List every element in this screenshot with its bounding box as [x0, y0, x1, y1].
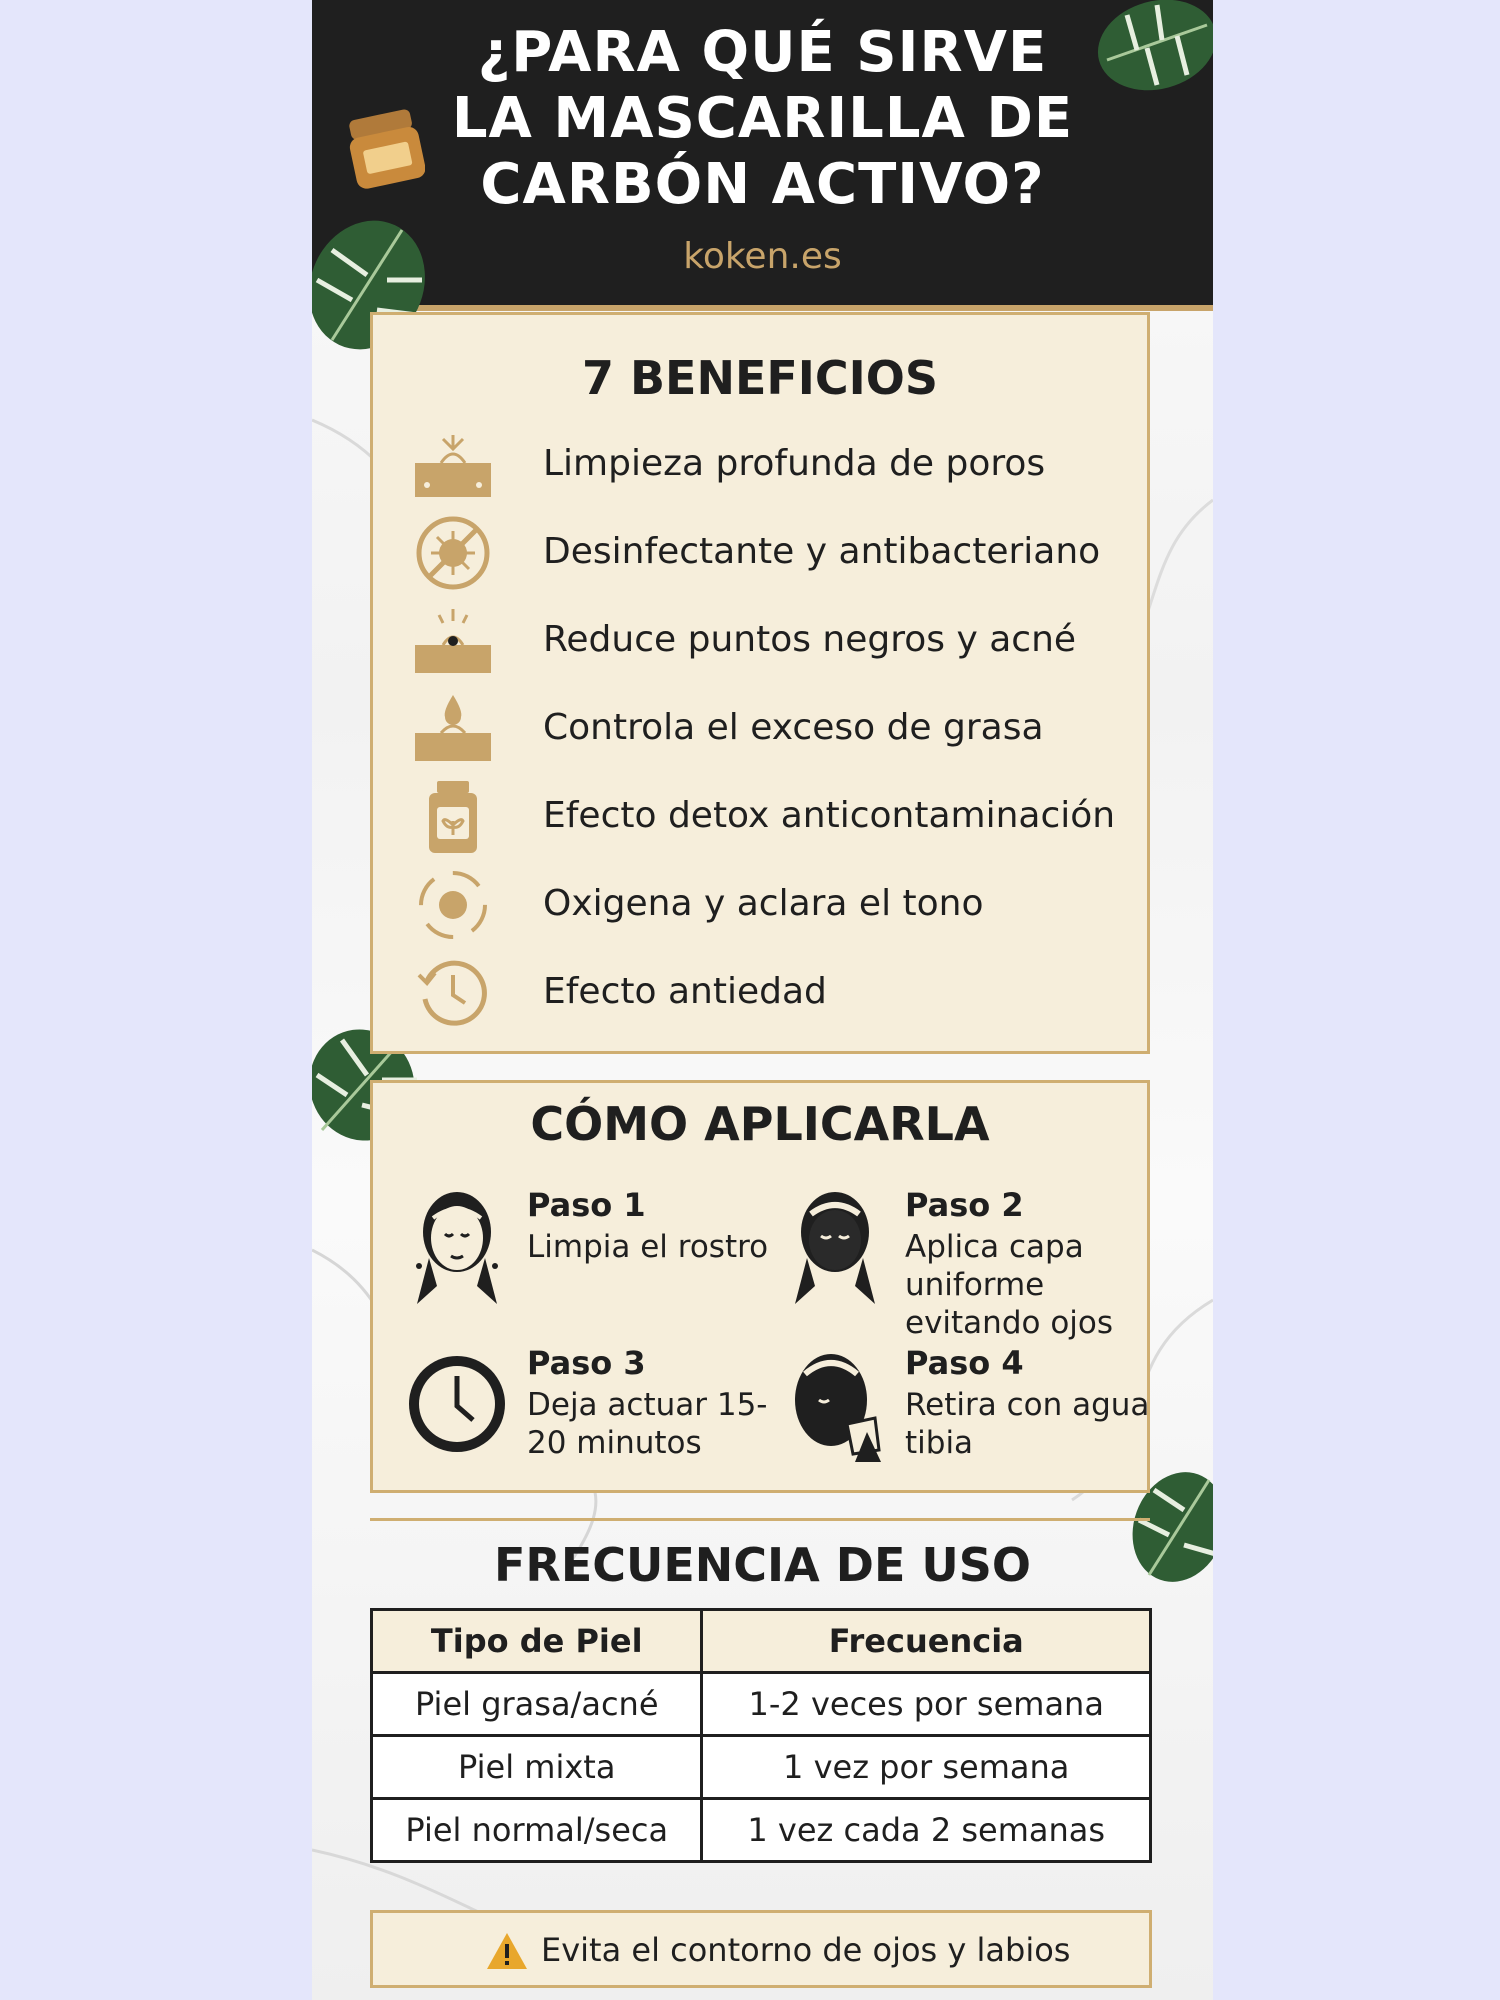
column-header-skin-type: Tipo de Piel: [372, 1610, 702, 1673]
detox-jar-icon: [413, 777, 493, 857]
skin-type-cell: Piel mixta: [372, 1736, 702, 1799]
benefit-item: [413, 953, 1133, 1033]
benefit-label: Controla el exceso de grasa: [543, 707, 1044, 748]
benefit-item: [413, 513, 1133, 593]
step-title: Paso 1: [527, 1186, 646, 1224]
remove-mask-icon: [785, 1344, 885, 1464]
step-4: [785, 1344, 1155, 1494]
benefit-item: [413, 777, 1133, 857]
frequency-cell: 1 vez por semana: [702, 1736, 1151, 1799]
step-3: [407, 1344, 777, 1494]
frequency-table: [370, 1608, 1152, 1863]
clock-back-icon: [413, 953, 493, 1033]
skin-type-cell: Piel grasa/acné: [372, 1673, 702, 1736]
mask-face-icon: [785, 1186, 885, 1306]
warning-icon: [485, 1931, 529, 1971]
skin-type-cell: Piel normal/seca: [372, 1799, 702, 1862]
apply-panel: [370, 1080, 1150, 1493]
warning-text: Evita el contorno de ojos y labios: [541, 1931, 1071, 1969]
step-1: [407, 1186, 777, 1336]
benefits-panel: [370, 312, 1150, 1054]
page-title: [392, 20, 1133, 218]
benefit-label: Oxigena y aclara el tono: [543, 883, 984, 924]
warning-banner: [370, 1910, 1152, 1988]
table-row: [372, 1799, 1151, 1862]
monstera-leaf-icon: [1087, 0, 1213, 100]
column-header-frequency: Frecuencia: [702, 1610, 1151, 1673]
benefit-label: Reduce puntos negros y acné: [543, 619, 1077, 660]
step-2: [785, 1186, 1155, 1341]
benefit-label: Desinfectante y antibacteriano: [543, 531, 1101, 572]
title-line-3: CARBÓN ACTIVO?: [480, 152, 1045, 217]
section-divider: [370, 1518, 1150, 1521]
clock-icon: [407, 1344, 507, 1464]
frequency-cell: 1 vez cada 2 semanas: [702, 1799, 1151, 1862]
frequency-title: FRECUENCIA DE USO: [494, 1538, 1031, 1592]
site-name: koken.es: [683, 236, 842, 277]
blackhead-icon: [413, 601, 493, 681]
title-line-2: LA MASCARILLA DE: [451, 86, 1074, 151]
frequency-cell: 1-2 veces por semana: [702, 1673, 1151, 1736]
product-jar-icon: [347, 108, 425, 192]
title-line-1: ¿PARA QUÉ SIRVE: [477, 20, 1048, 85]
benefit-item: [413, 601, 1133, 681]
no-bacteria-icon: [413, 513, 493, 593]
pore-icon: [413, 425, 493, 505]
step-title: Paso 3: [527, 1344, 646, 1382]
step-title: Paso 2: [905, 1186, 1024, 1224]
benefit-label: Efecto antiedad: [543, 971, 827, 1012]
header-banner: [312, 0, 1213, 311]
benefit-item: [413, 689, 1133, 769]
benefit-label: Efecto detox anticontaminación: [543, 795, 1116, 836]
benefits-title: 7 BENEFICIOS: [581, 351, 939, 405]
step-description: Retira con agua tibia: [905, 1387, 1150, 1461]
step-description: Deja actuar 15-20 minutos: [527, 1387, 768, 1461]
benefit-item: [413, 865, 1133, 945]
benefit-item: [413, 425, 1133, 505]
step-description: Limpia el rostro: [527, 1229, 769, 1265]
oil-drop-icon: [413, 689, 493, 769]
table-row: [372, 1736, 1151, 1799]
step-title: Paso 4: [905, 1344, 1024, 1382]
step-description: Aplica capa uniforme evitando ojos: [905, 1229, 1114, 1341]
wash-face-icon: [407, 1186, 507, 1306]
infographic-poster: [312, 0, 1213, 2000]
table-row: [372, 1673, 1151, 1736]
table-header-row: [372, 1610, 1151, 1673]
benefit-label: Limpieza profunda de poros: [543, 443, 1046, 484]
brighten-icon: [413, 865, 493, 945]
apply-title: CÓMO APLICARLA: [530, 1097, 990, 1151]
